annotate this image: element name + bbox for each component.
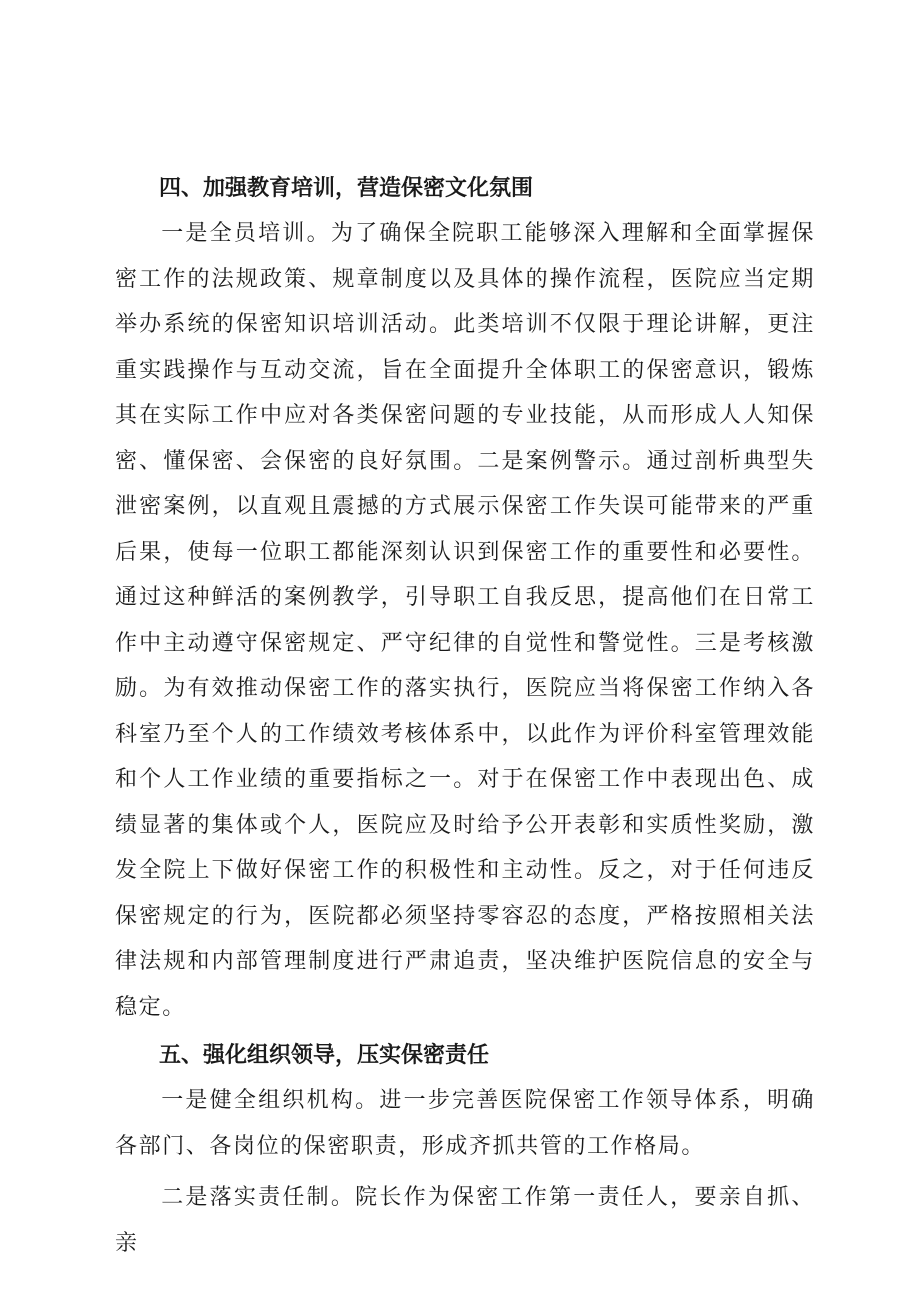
document-content (115, 167, 815, 1266)
section-5-paragraph-1: 一是健全组织机构。进一步完善医院保密工作领导体系，明确各部门、各岗位的保密职责，形成齐抓共管的工作格局。 (115, 1088, 815, 1159)
section-5-paragraph-2: 二是落实责任制。院长作为保密工作第一责任人，要亲自抓、亲 (115, 1185, 815, 1256)
section-5-heading: 五、强化组织领导，压实保密责任 (159, 1043, 490, 1068)
section-4-heading: 四、加强教育培训，营造保密文化氛围 (159, 176, 534, 201)
section-4-paragraph: 一是全员培训。为了确保全院职工能够深入理解和全面掌握保密工作的法规政策、规章制度以及具体的操作流程，医院应当定期举办系统的保密知识培训活动。此类培训不仅限于理论讲解，更注重实践操作与互动交流，旨在全面提升全体职工的保密意识，锻炼其在实际工作中应对各类保密问题的专业技能，从而形成人人知保密、懂保密、会保密的良好氛围。二是案例警示。通过剖析典型失泄密案例，以直观且震撼的方式展示保密工作失误可能带来的严重后果，使每一位职工都能深刻认识到保密工作的重要性和必要性。通过这种鲜活的案例教学，引导职工自我反思，提高他们在日常工作中主动遵守保密规定、严守纪律的自觉性和警觉性。三是考核激励。为有效推动保密工作的落实执行，医院应当将保密工作纳入各科室乃至个人的工作绩效考核体系中，以此作为评价科室管理效能和个人工作业绩的重要指标之一。对于在保密工作中表现出色、成绩显著的集体或个人，医院应及时给予公开表彰和实质性奖励，激发全院上下做好保密工作的积极性和主动性。反之，对于任何违反保密规定的行为，医院都必须坚持零容忍的态度，严格按照相关法律法规和内部管理制度进行严肃追责，坚决维护医院信息的安全与稳定。 (115, 221, 815, 1020)
